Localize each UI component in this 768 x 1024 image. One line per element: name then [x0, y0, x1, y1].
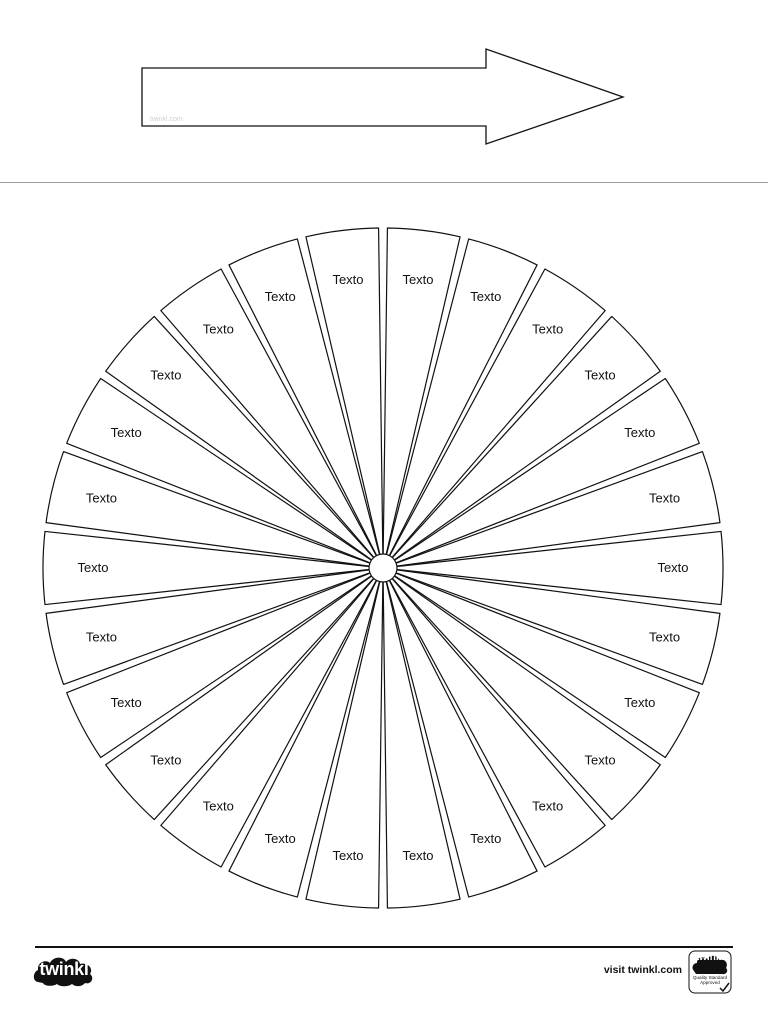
badge-caption	[688, 975, 732, 985]
wheel-segment-label: Texto	[150, 367, 182, 383]
wheel-segment-label: Texto	[110, 425, 142, 441]
wheel-segment-label: Texto	[264, 288, 296, 304]
wheel-segment-label: Texto	[624, 425, 656, 441]
wheel-segment-label: Texto	[584, 752, 616, 768]
wheel-segment-label: Texto	[264, 831, 296, 847]
visit-link[interactable]: visit twinkl.com	[603, 964, 682, 976]
badge-line1: Quality Standard	[692, 975, 728, 980]
arrow-shape	[142, 49, 623, 144]
wheel-segment-label: Texto	[624, 694, 656, 710]
cut-divider	[0, 182, 768, 183]
footer-rule	[35, 946, 733, 948]
wheel-segment-label: Texto	[77, 560, 109, 575]
wheel-segment-label: Texto	[649, 629, 681, 645]
wheel-segment-label: Texto	[532, 798, 564, 814]
badge-line2: Approved	[700, 980, 720, 985]
wheel-segment-label: Texto	[332, 272, 364, 288]
wheel-segment-label: Texto	[657, 560, 689, 575]
wheel-segment-label: Texto	[532, 321, 564, 337]
wheel-segments	[43, 228, 723, 908]
wheel-segment-label: Texto	[332, 847, 364, 863]
wheel-segment-label: Texto	[649, 490, 681, 506]
wheel-segment-label: Texto	[584, 367, 616, 383]
arrow-cutout	[0, 0, 768, 190]
quality-badge	[688, 950, 732, 994]
wheel-segment-label: Texto	[85, 490, 117, 506]
spinner-wheel	[0, 220, 768, 920]
wheel-segment-label: Texto	[470, 288, 502, 304]
twinkl-logo	[32, 954, 96, 988]
arrow-watermark: twinkl.com	[150, 116, 183, 123]
wheel-segment-label: Texto	[202, 798, 234, 814]
wheel-segment-label: Texto	[470, 831, 502, 847]
wheel-segment-label: Texto	[202, 321, 234, 337]
logo-text: twinkl	[39, 959, 89, 979]
wheel-segment-label: Texto	[402, 847, 434, 863]
wheel-segment-label: Texto	[110, 694, 142, 710]
wheel-segment-label: Texto	[85, 629, 117, 645]
badge-brand: twinkl	[695, 952, 725, 963]
wheel-segment-label: Texto	[402, 272, 434, 288]
wheel-segment-label: Texto	[150, 752, 182, 768]
